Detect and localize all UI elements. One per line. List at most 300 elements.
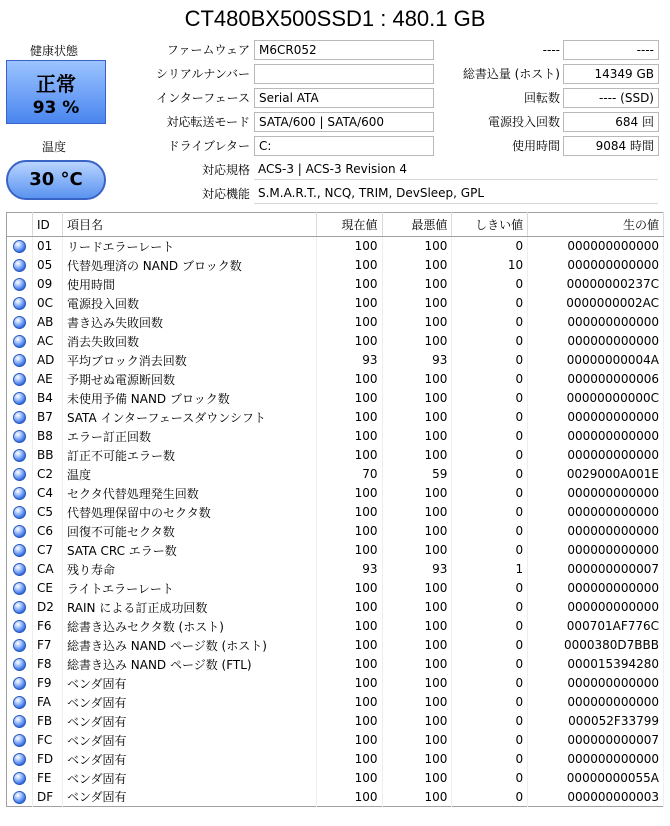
row-current: 100 [316, 617, 382, 636]
row-status-cell [7, 294, 33, 313]
row-worst: 100 [382, 674, 452, 693]
health-status-text: 正常 [36, 72, 76, 96]
row-status-cell [7, 636, 33, 655]
row-name: 代替処理保留中のセクタ数 [62, 503, 316, 522]
row-status-cell [7, 769, 33, 788]
row-current: 100 [316, 446, 382, 465]
row-name: 回復不可能セクタ数 [62, 522, 316, 541]
row-status-cell [7, 560, 33, 579]
table-row[interactable] [7, 427, 664, 446]
firmware-value: M6CR052 [254, 40, 434, 60]
status-good-dot-icon [13, 734, 26, 747]
row-raw: 00000000000C [528, 389, 664, 408]
row-threshold: 10 [452, 256, 528, 275]
table-row[interactable] [7, 693, 664, 712]
row-current: 93 [316, 560, 382, 579]
status-good-dot-icon [13, 411, 26, 424]
table-row[interactable] [7, 674, 664, 693]
row-id: F7 [32, 636, 62, 655]
row-id: B8 [32, 427, 62, 446]
table-row[interactable] [7, 351, 664, 370]
table-row[interactable] [7, 636, 664, 655]
row-current: 100 [316, 256, 382, 275]
rotation-value: ---- (SSD) [563, 88, 659, 108]
row-current: 100 [316, 712, 382, 731]
row-threshold: 0 [452, 636, 528, 655]
table-row[interactable] [7, 712, 664, 731]
table-row[interactable] [7, 465, 664, 484]
transfer-mode-value: SATA/600 | SATA/600 [254, 112, 434, 132]
row-current: 100 [316, 370, 382, 389]
row-worst: 100 [382, 541, 452, 560]
rotation-label: 回転数 [523, 91, 560, 105]
row-raw: 000015394280 [528, 655, 664, 674]
row-worst: 100 [382, 598, 452, 617]
table-row[interactable] [7, 332, 664, 351]
row-threshold: 0 [452, 750, 528, 769]
status-good-dot-icon [13, 392, 26, 405]
row-current: 70 [316, 465, 382, 484]
table-row[interactable] [7, 294, 664, 313]
row-id: 0C [32, 294, 62, 313]
status-good-dot-icon [13, 468, 26, 481]
row-threshold: 0 [452, 446, 528, 465]
status-good-dot-icon [13, 487, 26, 500]
row-threshold: 0 [452, 275, 528, 294]
row-raw: 00000000004A [528, 351, 664, 370]
row-status-cell [7, 256, 33, 275]
row-status-cell [7, 598, 33, 617]
status-good-dot-icon [13, 677, 26, 690]
row-current: 100 [316, 636, 382, 655]
row-current: 100 [316, 332, 382, 351]
row-raw: 0000000002AC [528, 294, 664, 313]
power-on-hours-value: 9084 時間 [563, 136, 659, 156]
smart-attribute-table[interactable] [6, 212, 664, 807]
row-raw: 000701AF776C [528, 617, 664, 636]
features-label: 対応機能 [201, 187, 250, 201]
row-worst: 100 [382, 750, 452, 769]
row-threshold: 0 [452, 788, 528, 807]
row-status-cell [7, 389, 33, 408]
row-threshold: 0 [452, 237, 528, 256]
header-id[interactable]: ID [32, 213, 62, 237]
row-raw: 000000000000 [528, 541, 664, 560]
table-row[interactable] [7, 750, 664, 769]
status-good-dot-icon [13, 639, 26, 652]
row-worst: 100 [382, 655, 452, 674]
row-status-cell [7, 693, 33, 712]
row-threshold: 0 [452, 465, 528, 484]
row-status-cell [7, 655, 33, 674]
row-status-cell [7, 579, 33, 598]
blank-stat-value: ---- [563, 40, 659, 60]
row-worst: 100 [382, 522, 452, 541]
table-row[interactable] [7, 446, 664, 465]
row-current: 100 [316, 674, 382, 693]
status-good-dot-icon [13, 240, 26, 253]
row-id: D2 [32, 598, 62, 617]
row-raw: 000000000000 [528, 674, 664, 693]
serial-value [254, 64, 434, 84]
row-id: 09 [32, 275, 62, 294]
row-worst: 100 [382, 408, 452, 427]
row-raw: 000000000000 [528, 446, 664, 465]
row-worst: 100 [382, 275, 452, 294]
row-threshold: 0 [452, 484, 528, 503]
table-row[interactable] [7, 408, 664, 427]
row-status-cell [7, 674, 33, 693]
row-status-cell [7, 750, 33, 769]
row-worst: 100 [382, 332, 452, 351]
power-on-count-label: 電源投入回数 [487, 115, 560, 129]
row-status-cell [7, 313, 33, 332]
row-threshold: 0 [452, 313, 528, 332]
row-raw: 00000000055A [528, 769, 664, 788]
row-raw: 0029000A001E [528, 465, 664, 484]
status-good-dot-icon [13, 696, 26, 709]
row-current: 100 [316, 788, 382, 807]
row-id: C5 [32, 503, 62, 522]
row-status-cell [7, 541, 33, 560]
row-threshold: 1 [452, 560, 528, 579]
row-status-cell [7, 351, 33, 370]
row-name: セクタ代替処理発生回数 [62, 484, 316, 503]
row-name: 平均ブロック消去回数 [62, 351, 316, 370]
row-status-cell [7, 617, 33, 636]
table-row[interactable] [7, 256, 664, 275]
row-current: 100 [316, 769, 382, 788]
status-good-dot-icon [13, 335, 26, 348]
table-row[interactable] [7, 313, 664, 332]
row-name: 総書き込みセクタ数 (ホスト) [62, 617, 316, 636]
row-threshold: 0 [452, 674, 528, 693]
header-current[interactable]: 現在値 [316, 213, 382, 237]
row-id: AC [32, 332, 62, 351]
row-raw: 000000000000 [528, 579, 664, 598]
row-threshold: 0 [452, 389, 528, 408]
row-current: 100 [316, 731, 382, 750]
row-worst: 100 [382, 769, 452, 788]
row-current: 100 [316, 503, 382, 522]
row-id: AE [32, 370, 62, 389]
row-current: 100 [316, 598, 382, 617]
status-good-dot-icon [13, 601, 26, 614]
row-name: 総書き込み NAND ページ数 (FTL) [62, 655, 316, 674]
row-name: SATA CRC エラー数 [62, 541, 316, 560]
drive-letter-label: ドライブレター [167, 139, 250, 153]
row-status-cell [7, 503, 33, 522]
status-good-dot-icon [13, 316, 26, 329]
row-worst: 100 [382, 427, 452, 446]
row-name: 予期せぬ電源断回数 [62, 370, 316, 389]
table-header-row [7, 213, 664, 237]
table-row[interactable] [7, 617, 664, 636]
row-worst: 100 [382, 503, 452, 522]
standard-value: ACS-3 | ACS-3 Revision 4 [254, 160, 658, 180]
header-threshold[interactable]: しきい値 [452, 213, 528, 237]
status-good-dot-icon [13, 354, 26, 367]
status-good-dot-icon [13, 373, 26, 386]
row-threshold: 0 [452, 522, 528, 541]
row-id: FB [32, 712, 62, 731]
header-worst[interactable]: 最悪値 [382, 213, 452, 237]
row-worst: 100 [382, 446, 452, 465]
row-name: 消去失敗回数 [62, 332, 316, 351]
table-row[interactable] [7, 484, 664, 503]
row-raw: 000000000000 [528, 313, 664, 332]
row-threshold: 0 [452, 769, 528, 788]
status-good-dot-icon [13, 753, 26, 766]
table-row[interactable] [7, 370, 664, 389]
row-id: C2 [32, 465, 62, 484]
row-id: FC [32, 731, 62, 750]
header-status[interactable] [7, 213, 33, 237]
row-threshold: 0 [452, 332, 528, 351]
header-name[interactable]: 項目名 [62, 213, 316, 237]
status-good-dot-icon [13, 297, 26, 310]
row-name: ベンダ固有 [62, 674, 316, 693]
row-current: 100 [316, 275, 382, 294]
health-label: 健康状態 [29, 44, 78, 58]
row-id: BB [32, 446, 62, 465]
host-writes-label: 総書込量 (ホスト) [462, 67, 560, 81]
row-status-cell [7, 465, 33, 484]
table-row[interactable] [7, 655, 664, 674]
row-raw: 000000000000 [528, 598, 664, 617]
row-threshold: 0 [452, 427, 528, 446]
power-on-hours-label: 使用時間 [511, 139, 560, 153]
status-good-dot-icon [13, 620, 26, 633]
table-row[interactable] [7, 598, 664, 617]
status-good-dot-icon [13, 563, 26, 576]
row-current: 100 [316, 541, 382, 560]
row-current: 100 [316, 579, 382, 598]
row-raw: 000000000000 [528, 693, 664, 712]
row-name: RAIN による訂正成功回数 [62, 598, 316, 617]
row-worst: 100 [382, 636, 452, 655]
table-row[interactable] [7, 275, 664, 294]
table-row[interactable] [7, 731, 664, 750]
row-current: 100 [316, 294, 382, 313]
status-good-dot-icon [13, 544, 26, 557]
row-current: 100 [316, 693, 382, 712]
row-name: ベンダ固有 [62, 712, 316, 731]
power-on-count-value: 684 回 [563, 112, 659, 132]
row-id: FA [32, 693, 62, 712]
serial-label: シリアルナンバー [155, 67, 250, 81]
row-worst: 100 [382, 256, 452, 275]
row-threshold: 0 [452, 503, 528, 522]
row-name: 使用時間 [62, 275, 316, 294]
status-good-dot-icon [13, 430, 26, 443]
row-threshold: 0 [452, 351, 528, 370]
row-worst: 100 [382, 617, 452, 636]
row-current: 100 [316, 389, 382, 408]
row-status-cell [7, 446, 33, 465]
row-name: リードエラーレート [62, 237, 316, 256]
table-row[interactable] [7, 522, 664, 541]
row-threshold: 0 [452, 541, 528, 560]
row-name: 残り寿命 [62, 560, 316, 579]
row-name: 温度 [62, 465, 316, 484]
row-worst: 100 [382, 579, 452, 598]
row-worst: 100 [382, 712, 452, 731]
row-id: F8 [32, 655, 62, 674]
row-id: C7 [32, 541, 62, 560]
row-worst: 100 [382, 313, 452, 332]
row-raw: 000000000000 [528, 484, 664, 503]
row-name: 未使用予備 NAND ブロック数 [62, 389, 316, 408]
table-row[interactable] [7, 503, 664, 522]
row-threshold: 0 [452, 731, 528, 750]
row-id: CA [32, 560, 62, 579]
row-raw: 000000000000 [528, 522, 664, 541]
row-current: 100 [316, 522, 382, 541]
row-worst: 100 [382, 788, 452, 807]
row-threshold: 0 [452, 370, 528, 389]
row-id: B4 [32, 389, 62, 408]
table-row[interactable] [7, 788, 664, 807]
table-row[interactable] [7, 560, 664, 579]
row-id: C4 [32, 484, 62, 503]
row-worst: 100 [382, 484, 452, 503]
row-current: 93 [316, 351, 382, 370]
drive-letter-value: C: [254, 136, 434, 156]
row-raw: 000000000007 [528, 731, 664, 750]
health-percent-text: 93 % [32, 98, 80, 118]
row-name: 代替処理済の NAND ブロック数 [62, 256, 316, 275]
status-good-dot-icon [13, 658, 26, 671]
row-worst: 100 [382, 731, 452, 750]
row-raw: 000000000006 [528, 370, 664, 389]
row-raw: 000000000000 [528, 427, 664, 446]
row-raw: 0000380D7BBB [528, 636, 664, 655]
row-current: 100 [316, 427, 382, 446]
row-name: 電源投入回数 [62, 294, 316, 313]
health-status-button[interactable] [6, 60, 106, 124]
row-current: 100 [316, 237, 382, 256]
row-worst: 100 [382, 237, 452, 256]
row-status-cell [7, 332, 33, 351]
row-status-cell [7, 522, 33, 541]
status-good-dot-icon [13, 715, 26, 728]
transfer-mode-label: 対応転送モード [166, 115, 250, 129]
row-threshold: 0 [452, 598, 528, 617]
row-threshold: 0 [452, 579, 528, 598]
row-name: SATA インターフェースダウンシフト [62, 408, 316, 427]
interface-label: インターフェース [156, 91, 250, 105]
row-id: 01 [32, 237, 62, 256]
row-threshold: 0 [452, 655, 528, 674]
firmware-label: ファームウェア [166, 43, 250, 57]
row-status-cell [7, 731, 33, 750]
row-id: B7 [32, 408, 62, 427]
table-row[interactable] [7, 389, 664, 408]
row-raw: 000000000000 [528, 503, 664, 522]
row-worst: 100 [382, 389, 452, 408]
status-good-dot-icon [13, 525, 26, 538]
host-writes-value: 14349 GB [563, 64, 659, 84]
row-threshold: 0 [452, 408, 528, 427]
row-raw: 000000000000 [528, 256, 664, 275]
row-id: F6 [32, 617, 62, 636]
row-id: AB [32, 313, 62, 332]
status-good-dot-icon [13, 582, 26, 595]
row-raw: 000000000003 [528, 788, 664, 807]
standard-label: 対応規格 [201, 163, 250, 177]
status-good-dot-icon [13, 772, 26, 785]
row-name: 訂正不可能エラー数 [62, 446, 316, 465]
status-good-dot-icon [13, 449, 26, 462]
interface-value: Serial ATA [254, 88, 434, 108]
row-current: 100 [316, 750, 382, 769]
row-worst: 93 [382, 351, 452, 370]
status-good-dot-icon [13, 259, 26, 272]
row-current: 100 [316, 313, 382, 332]
row-id: 05 [32, 256, 62, 275]
row-worst: 100 [382, 370, 452, 389]
row-raw: 000000000000 [528, 332, 664, 351]
row-raw: 000000000000 [528, 750, 664, 769]
table-body [7, 237, 664, 807]
row-name: エラー訂正回数 [62, 427, 316, 446]
row-name: ベンダ固有 [62, 693, 316, 712]
row-raw: 000000000000 [528, 408, 664, 427]
row-status-cell [7, 237, 33, 256]
row-raw: 000052F33799 [528, 712, 664, 731]
status-good-dot-icon [13, 791, 26, 804]
row-threshold: 0 [452, 712, 528, 731]
table-row[interactable] [7, 769, 664, 788]
row-name: ベンダ固有 [62, 769, 316, 788]
row-status-cell [7, 484, 33, 503]
row-worst: 100 [382, 693, 452, 712]
blank-stat-label: ---- [542, 43, 560, 57]
table-row[interactable] [7, 237, 664, 256]
row-current: 100 [316, 655, 382, 674]
row-id: C6 [32, 522, 62, 541]
temperature-label: 温度 [41, 140, 66, 154]
row-raw: 000000000000 [528, 237, 664, 256]
row-id: FE [32, 769, 62, 788]
header-raw[interactable]: 生の値 [528, 213, 664, 237]
row-status-cell [7, 712, 33, 731]
drive-title: CT480BX500SSD1 : 480.1 GB [184, 6, 486, 31]
row-name: 総書き込み NAND ページ数 (ホスト) [62, 636, 316, 655]
row-status-cell [7, 427, 33, 446]
row-worst: 100 [382, 294, 452, 313]
row-status-cell [7, 408, 33, 427]
status-good-dot-icon [13, 278, 26, 291]
temperature-button[interactable]: 30 °C [6, 160, 106, 200]
row-current: 100 [316, 484, 382, 503]
row-status-cell [7, 275, 33, 294]
status-good-dot-icon [13, 506, 26, 519]
row-threshold: 0 [452, 294, 528, 313]
row-name: 書き込み失敗回数 [62, 313, 316, 332]
table-row[interactable] [7, 579, 664, 598]
row-status-cell [7, 788, 33, 807]
row-id: CE [32, 579, 62, 598]
row-name: ベンダ固有 [62, 788, 316, 807]
row-name: ベンダ固有 [62, 750, 316, 769]
row-threshold: 0 [452, 693, 528, 712]
row-raw: 00000000237C [528, 275, 664, 294]
row-status-cell [7, 370, 33, 389]
table-row[interactable] [7, 541, 664, 560]
row-worst: 59 [382, 465, 452, 484]
